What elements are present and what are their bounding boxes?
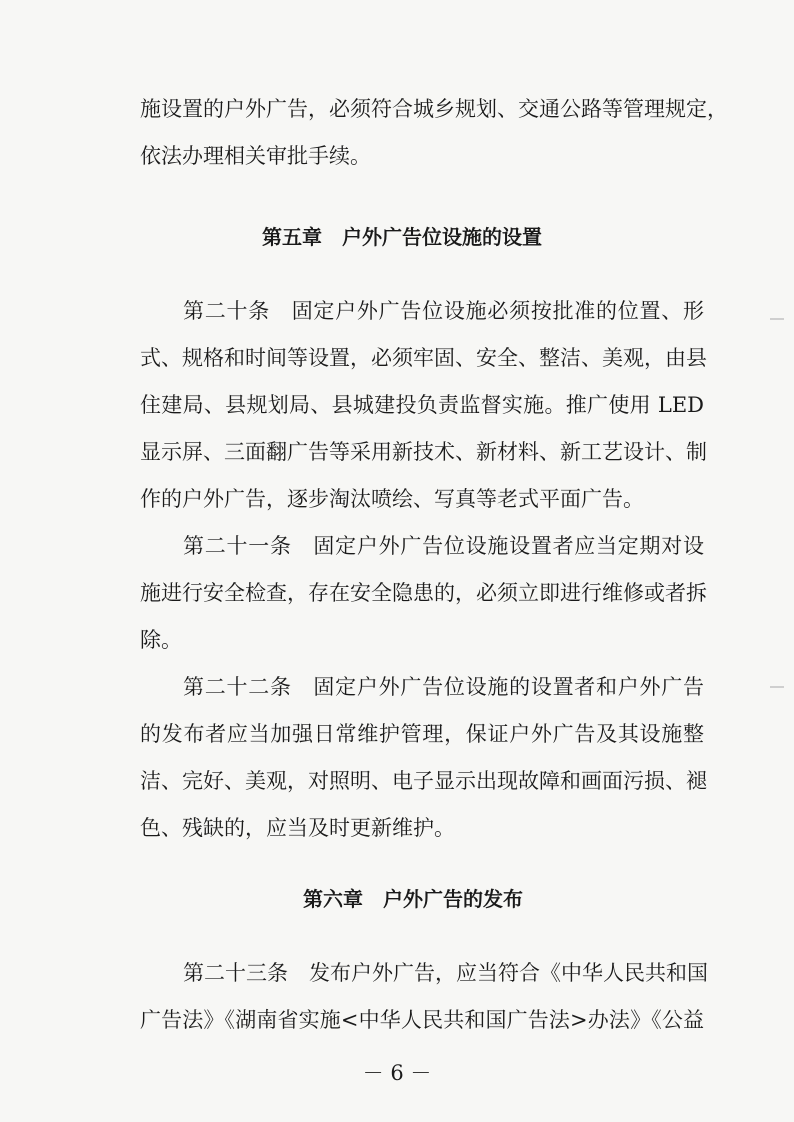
chapter-title: 第五章 户外广告位设施的设置 [262,225,542,249]
scan-mark [770,318,784,320]
body-text-line: 施设置的户外广告，必须符合城乡规划、交通公路等管理规定， [140,97,728,121]
article-20-line: 作的户外广告，逐步淘汰喷绘、写真等老式平面广告。 [140,487,644,511]
scan-mark [770,686,784,688]
body-text-line: 依法办理相关审批手续。 [140,144,371,168]
article-20-line: 住建局、县规划局、县城建投负责监督实施。推广使用 LED [140,393,704,417]
article-21-line: 第二十一条 固定户外广告位设施设置者应当定期对设 [183,534,704,558]
article-20-line: 第二十条 固定户外广告位设施必须按批准的位置、形 [183,299,704,323]
chapter-title: 第六章 户外广告的发布 [303,887,523,911]
article-21-line: 除。 [140,628,182,652]
article-20-line: 显示屏、三面翻广告等采用新技术、新材料、新工艺设计、制 [140,440,707,464]
page-number: － 6 － [362,1061,432,1085]
article-22-line: 色、残缺的，应当及时更新维护。 [140,816,455,840]
article-22-line: 洁、完好、美观，对照明、电子显示出现故障和画面污损、褪 [140,769,707,793]
article-23-line: 第二十三条 发布户外广告，应当符合《中华人民共和国 [183,961,708,985]
article-20-line: 式、规格和时间等设置，必须牢固、安全、整洁、美观，由县 [140,346,707,370]
article-22-line: 第二十二条 固定户外广告位设施的设置者和户外广告 [183,675,704,699]
article-21-line: 施进行安全检查，存在安全隐患的，必须立即进行维修或者拆 [140,581,707,605]
article-23-line: 广告法》《湖南省实施<中华人民共和国广告法>办法》《公益 [140,1008,704,1032]
article-22-line: 的发布者应当加强日常维护管理，保证户外广告及其设施整 [140,722,704,746]
